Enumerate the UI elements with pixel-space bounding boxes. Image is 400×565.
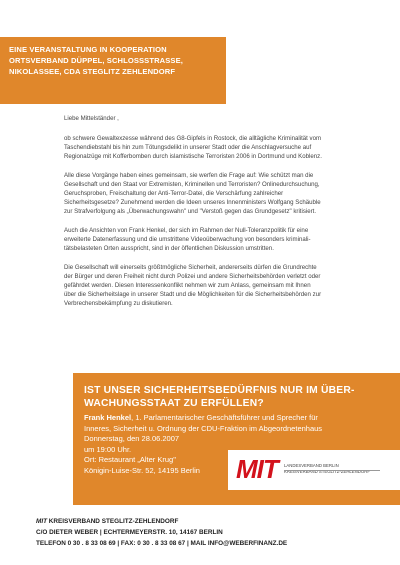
letter-body bbox=[64, 114, 364, 318]
event-title bbox=[84, 384, 400, 410]
text-line: Verbrechensbekämpfung zu diskutieren. bbox=[64, 300, 173, 307]
footer-address: C/O DIETER WEBER | ECHTERMEYERSTR. 10, 14167 BERLIN bbox=[36, 528, 223, 536]
footer-org-mit: MIT bbox=[36, 518, 48, 525]
text-line: erweiterte Datenerfassung und die umstrittene Videoüberwachung von besonders kriminali- bbox=[64, 236, 311, 243]
event-address: Königin-Luise-Str. 52, 14195 Berlin bbox=[84, 465, 200, 475]
event-title-line: IST UNSER SICHERHEITSBEDÜRFNIS NUR IM ÜBER- bbox=[84, 385, 355, 396]
footer-phone-mail: TELEFON 0 30 . 8 33 08 69 | FAX: 0 30 . 8 33 08 67 | MAIL INFO@WEBERFINANZ.DE bbox=[36, 539, 288, 547]
footer-org-name: KREISVERBAND STEGLITZ-ZEHLENDORF bbox=[47, 518, 179, 525]
banner-line: ORTSVERBAND DÜPPEL, SCHLOSSSTRASSE, bbox=[9, 56, 183, 65]
text-line: Die Gesellschaft will einerseits größtmögliche Sicherheit, andererseits dürfen die Grundrechte bbox=[64, 264, 317, 271]
mit-logo bbox=[228, 450, 400, 490]
text-line: tätsbelasteten Orten ausspricht, sind in der öffentlichen Diskussion umstritten. bbox=[64, 245, 274, 252]
letter-paragraph bbox=[64, 134, 364, 161]
salutation: Liebe Mittelständer , bbox=[64, 115, 119, 122]
text-line: über die Sicherheitslage in unserer Stadt und die Möglichkeiten für die Sicherheitsbehörden zur bbox=[64, 291, 322, 298]
text-line: Sicherheitsgesetze? Zunehmend werden die Ideen unseres Innenministers Wolfgang Schäuble bbox=[64, 199, 321, 206]
text-line: der Bürger und deren Freiheit nicht durch Polizei und andere Sicherheitsbehörden verletzt oder bbox=[64, 273, 321, 280]
speaker-role: , 1. Parlamentarischer Geschäftsführer und Sprecher für bbox=[131, 413, 318, 422]
mit-logo-mark: MIT bbox=[236, 454, 278, 484]
text-line: Taschendiebstahl bis hin zum Tötungsdelikt in unserer Stadt oder die Anschlagversuche auf bbox=[64, 144, 312, 151]
letter-paragraph bbox=[64, 171, 364, 216]
footer-contact bbox=[36, 517, 287, 549]
text-line: ob schwere Gewaltexzesse während des G8-Gipfels in Rostock, die alltägliche Kriminalität vom bbox=[64, 135, 322, 142]
logo-caption-line: KREISVERBAND STEGLITZ-ZEHLENDORF bbox=[284, 469, 370, 474]
text-line: Gesellschaft und den Staat vor Extremisten, Kriminellen und Terroristen? Onlinedurchsuchung, bbox=[64, 181, 320, 188]
footer-org bbox=[36, 517, 287, 528]
letter-paragraph bbox=[64, 263, 364, 308]
text-line: Regionalzüge mit Kofferbomben durch islamistische Terroristen 2006 in Dortmund und Koblenz. bbox=[64, 153, 322, 160]
event-cooperation-banner bbox=[0, 37, 226, 104]
event-title-line: WACHUNGSSTAAT ZU ERFÜLLEN? bbox=[84, 398, 264, 409]
text-line: Auch die Ansichten von Frank Henkel, der sich im Rahmen der Null-Toleranzpolitik für eine bbox=[64, 227, 309, 234]
text-line: Alle diese Vorgänge haben eines gemeinsam, sie werfen die Frage auf: Wie schützt man die bbox=[64, 172, 314, 179]
letter-paragraph bbox=[64, 226, 364, 253]
speaker-name: Frank Henkel bbox=[84, 413, 132, 422]
event-place: Ort: Restaurant „Alter Krug" bbox=[84, 455, 176, 464]
text-line: gefährdet werden. Diesen Interessenkonflikt nehmen wir zum Anlass, gemeinsam mit Ihnen bbox=[64, 282, 311, 289]
logo-divider bbox=[284, 470, 380, 471]
text-line: Geruchsproben, Freischaltung der Anti-Terror-Datei, die Verschärfung zahlreicher bbox=[64, 190, 284, 197]
speaker-role-continued: Inneres, Sicherheit u. Ordnung der CDU-Fraktion im Abgeordnetenhaus bbox=[84, 423, 323, 433]
banner-line: NIKOLASSEE, CDA STEGLITZ ZEHLENDORF bbox=[9, 67, 176, 76]
event-date: Donnerstag, den 28.06.2007 bbox=[84, 434, 180, 443]
banner-line: EINE VERANSTALTUNG IN KOOPERATION bbox=[9, 45, 167, 54]
text-line: zur Strafverfolgung als „Überwachungswahn" und "Verstoß gegen das Grundgesetz" kritisiert. bbox=[64, 208, 317, 215]
event-time: um 19:00 Uhr. bbox=[84, 444, 132, 454]
logo-caption-line: LANDESVERBAND BERLIN bbox=[284, 463, 339, 468]
